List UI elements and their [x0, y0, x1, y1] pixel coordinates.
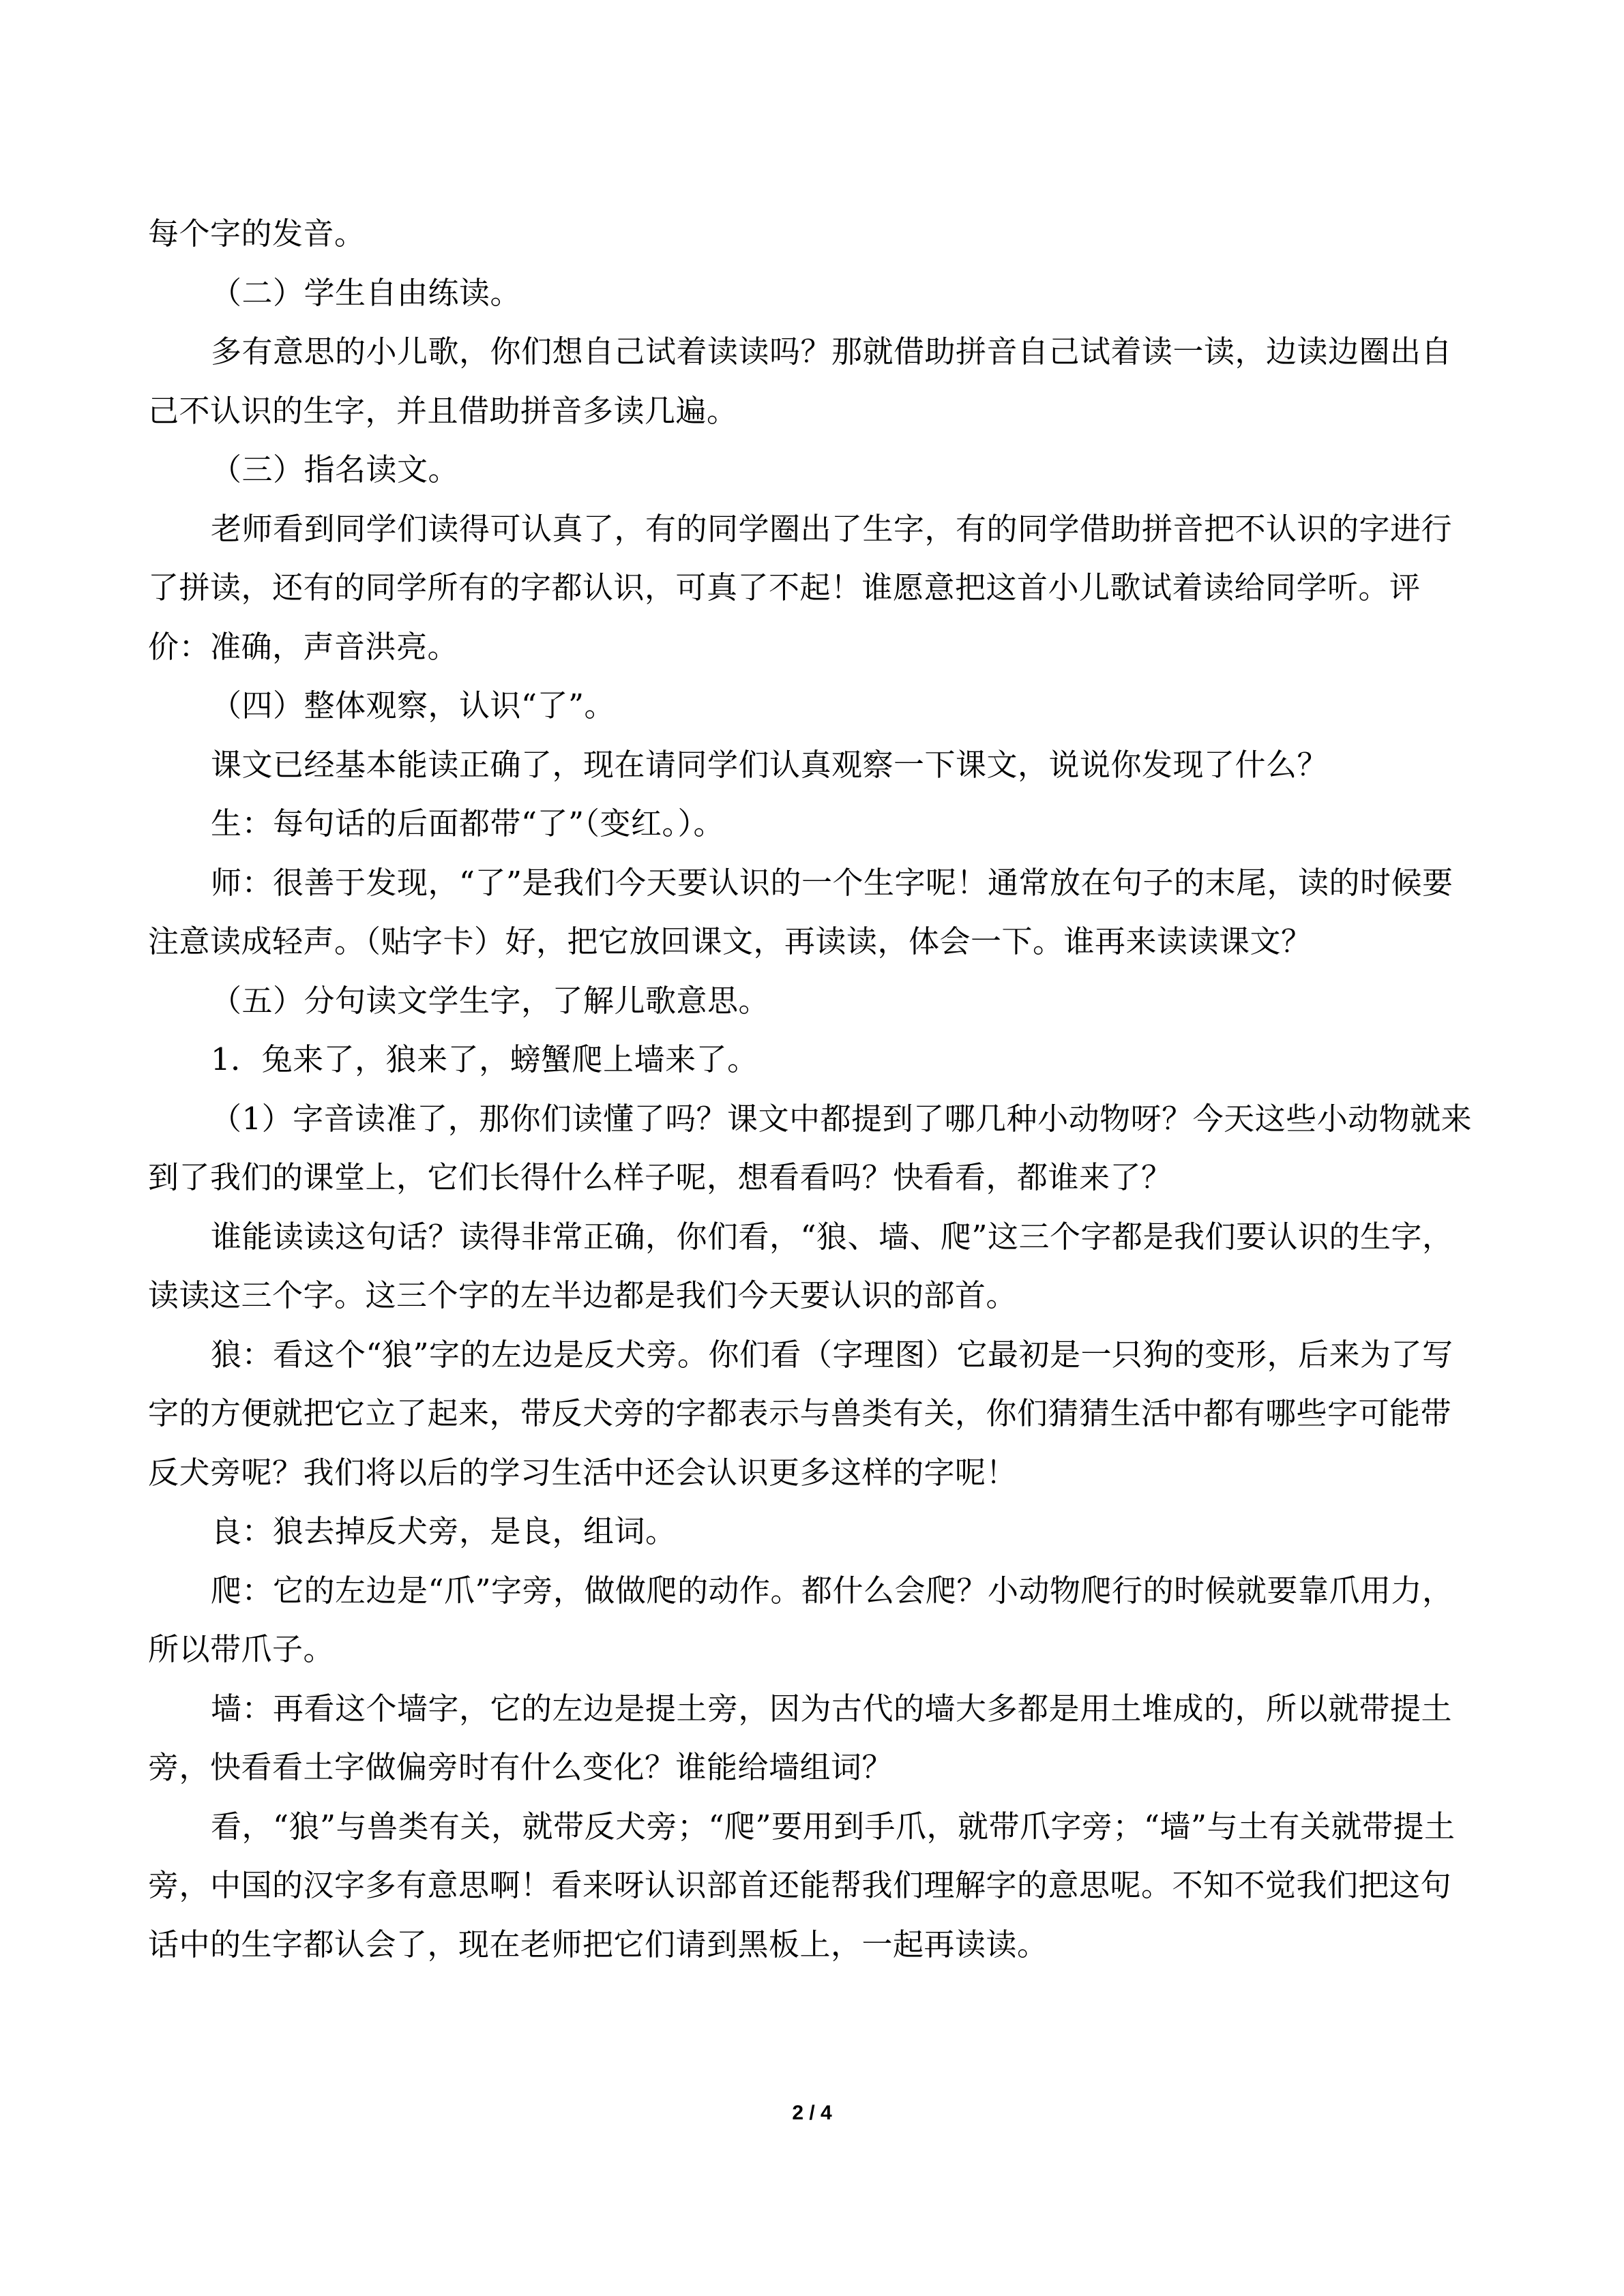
- paragraph: 狼：看这个“狼”字的左边是反犬旁。你们看（字理图）它最初是一只狗的变形，后来为了写字的方便就把它立了起来，带反犬旁的字都表示与兽类有关，你们猜猜生活中都有哪些字可能带反犬旁呢？我们将以后的学习生活中还会认识更多这样的字呢！: [148, 1336, 1453, 1491]
- paragraph: 师：很善于发现，“了”是我们今天要认识的一个生字呢！通常放在句子的末尾，读的时候要注意读成轻声。（贴字卡）好，把它放回课文，再读读，体会一下。谁再来读读课文？: [148, 864, 1453, 959]
- section-heading: （三）指名读文。: [211, 451, 460, 488]
- paragraph: 墙：再看这个墙字，它的左边是提土旁，因为古代的墙大多都是用土堆成的，所以就带提土旁，快看看土字做偏旁时有什么变化？谁能给墙组词？: [148, 1690, 1453, 1785]
- paragraph: 良：狼去掉反犬旁，是良，组词。: [211, 1513, 677, 1549]
- page-number: 2 / 4: [792, 2102, 832, 2124]
- paragraph: 1．兔来了，狼来了，螃蟹爬上墙来了。: [211, 1041, 758, 1077]
- paragraph: 看，“狼”与兽类有关，就带反犬旁；“爬”要用到手爪，就带爪字旁；“墙”与土有关就带提土旁，中国的汉字多有意思啊！看来呀认识部首还能帮我们理解字的意思呢。不知不觉我们把这句话中的生字都认会了，现在老师把它们请到黑板上，一起再读读。: [148, 1808, 1456, 1963]
- document-body: [148, 205, 1478, 1974]
- section-heading: （四）整体观察，认识“了”。: [211, 687, 616, 724]
- paragraph: 课文已经基本能读正确了，现在请同学们认真观察一下课文，说说你发现了什么？: [211, 746, 1329, 783]
- section-heading: （五）分句读文学生字，了解儿歌意思。: [211, 982, 770, 1019]
- paragraph: 老师看到同学们读得可认真了，有的同学圈出了生字，有的同学借助拼音把不认识的字进行了拼读，还有的同学所有的字都认识，可真了不起！谁愿意把这首小儿歌试着读给同学听。评价：准确，声音洪亮。: [148, 510, 1453, 665]
- paragraph: 生：每句话的后面都带“了”（变红。）。: [211, 805, 725, 841]
- paragraph: （1）字音读准了，那你们读懂了吗？课文中都提到了哪几种小动物呀？今天这些小动物就来到了我们的课堂上，它们长得什么样子呢，想看看吗？快看看，都谁来了？: [148, 1100, 1473, 1195]
- paragraph: 每个字的发音。: [148, 215, 366, 252]
- paragraph: 爬：它的左边是“爪”字旁，做做爬的动作。都什么会爬？小动物爬行的时候就要靠爪用力，所以带爪子。: [148, 1572, 1453, 1667]
- section-heading: （二）学生自由练读。: [211, 274, 522, 311]
- paragraph: 多有意思的小儿歌，你们想自己试着读读吗？那就借助拼音自己试着读一读，边读边圈出自己不认识的生字，并且借助拼音多读几遍。: [148, 333, 1453, 429]
- paragraph: 谁能读读这句话？读得非常正确，你们看，“狼、墙、爬”这三个字都是我们要认识的生字，读读这三个字。这三个字的左半边都是我们今天要认识的部首。: [148, 1218, 1453, 1313]
